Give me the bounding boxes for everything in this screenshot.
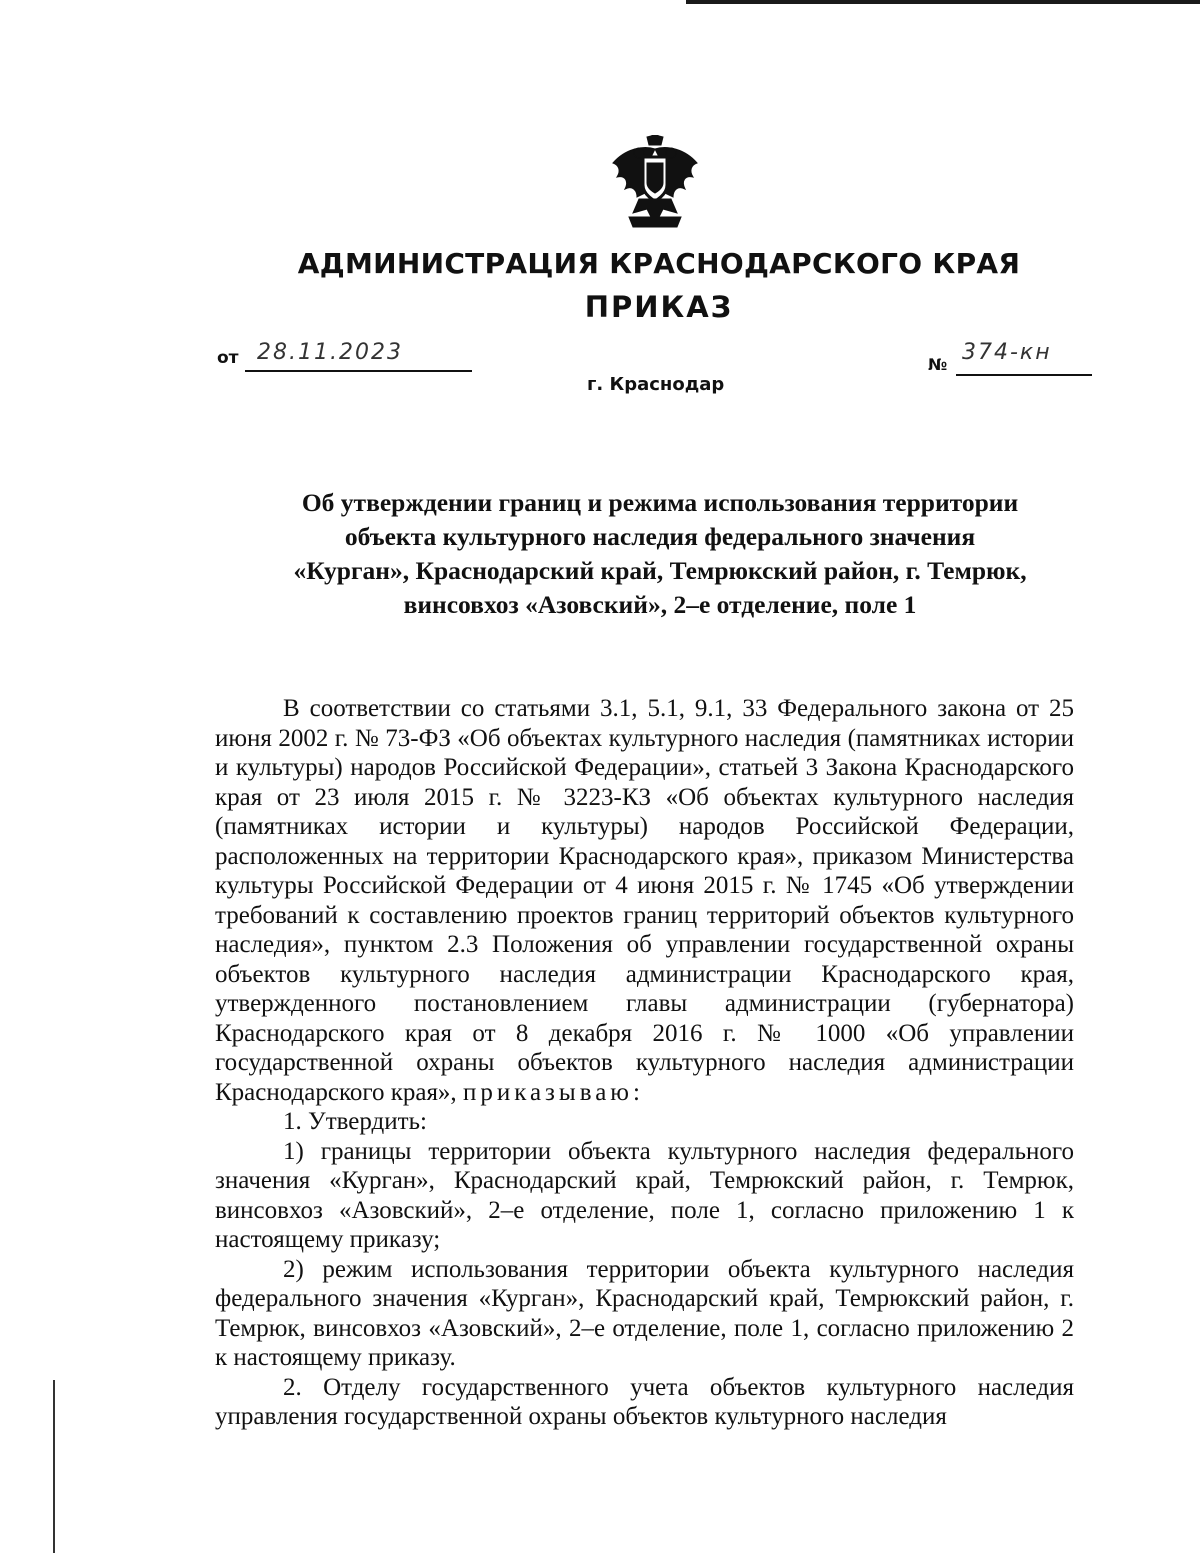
- item-1: 1. Утвердить:: [283, 1108, 427, 1135]
- document-date: 28.11.2023: [245, 340, 472, 372]
- subject-line: винсовхоз «Азовский», 2–е отделение, поле 1: [403, 590, 917, 619]
- subject-line: «Курган», Краснодарский край, Темрюкский район, г. Темрюк,: [293, 556, 1027, 585]
- item-1-1: 1) границы территории объекта культурного наследия федерального значения «Курган», Краснодарский край, Темрюкский район, г. Темрюк, винсовхоз «Азовский», 2–е отделение, поле 1, согласно приложению 1 к настоящему приказу;: [215, 1137, 1074, 1253]
- document-type: ПРИКАЗ: [584, 290, 734, 324]
- date-prefix: от: [217, 348, 239, 368]
- document-body: [215, 694, 1074, 1432]
- subject-line: Об утверждении границ и режима использования территории: [301, 488, 1019, 517]
- item-1-2: 2) режим использования территории объекта культурного наследия федерального значения «Курган», Краснодарский край, Темрюкский район, г. Темрюк, винсовхоз «Азовский», 2–е отделение, поле 1, согласно приложению 2 к настоящему приказу.: [215, 1255, 1074, 1371]
- krasnodar-coat-of-arms-icon: [603, 135, 707, 231]
- preamble-paragraph: [215, 694, 1074, 1107]
- preamble-text: В соответствии со статьями 3.1, 5.1, 9.1, 33 Федерального закона от 25 июня 2002 г. № 73-ФЗ «Об объектах культурного наследия (памятниках истории и культуры) народов Российской Федерации», статьей 3 Закона Краснодарского края от 23 июля 2015 г. № 3223-КЗ «Об объектах культурного наследия (памятниках истории и культуры) народов Российской Федерации, расположенных на территории Краснодарского края», приказом Министерства культуры Российской Федерации от 4 июня 2015 г. № 1745 «Об утверждении требований к составлению проектов границ территорий объектов культурного наследия», пунктом 2.3 Положения об управлении государственной охраны объектов культурного наследия администрации Краснодарского края, утвержденного постановлением главы администрации (губернатора) Краснодарского края от 8 декабря 2016 г. № 1000 «Об управлении государственной охраны объектов культурного наследия администрации Краснодарского края»,: [215, 695, 1074, 1106]
- document-city: г. Краснодар: [587, 374, 725, 395]
- organization-title: АДМИНИСТРАЦИЯ КРАСНОДАРСКОГО КРАЯ: [297, 247, 1021, 280]
- scan-border-top: [686, 0, 1200, 4]
- subject-line: объекта культурного наследия федерального значения: [344, 522, 976, 551]
- document-subject: [180, 486, 1140, 622]
- document-number: 374-кн: [956, 340, 1092, 376]
- order-word: приказываю:: [462, 1078, 644, 1106]
- number-prefix: №: [928, 355, 948, 374]
- scan-border-left: [53, 1380, 55, 1553]
- item-2: 2. Отделу государственного учета объектов культурного наследия управления государственной охраны объектов культурного наследия: [215, 1373, 1074, 1430]
